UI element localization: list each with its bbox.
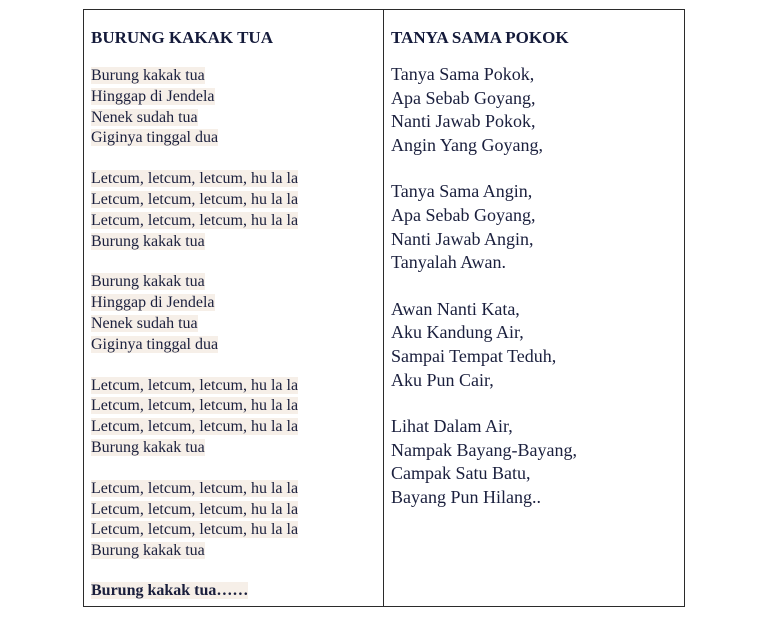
lyric-line: Burung kakak tua xyxy=(91,438,205,456)
lyric-line: Aku Pun Cair, xyxy=(391,369,494,390)
lyric-line: Letcum, letcum, letcum, hu la la xyxy=(91,190,299,208)
lyric-line: Nenek sudah tua xyxy=(91,108,198,126)
lyrics-table xyxy=(83,9,685,607)
lyric-line: Burung kakak tua xyxy=(91,542,205,560)
lyric-line: Letcum, letcum, letcum, hu la la xyxy=(91,521,299,539)
lyric-line: Angin Yang Goyang, xyxy=(391,134,544,155)
lyric-line: Bayang Pun Hilang.. xyxy=(391,486,541,507)
lyric-line: Letcum, letcum, letcum, hu la la xyxy=(91,479,299,497)
left-song-title: BURUNG KAKAK TUA xyxy=(91,28,273,47)
lyric-line: Letcum, letcum, letcum, hu la la xyxy=(91,170,299,188)
lyric-line: Apa Sebab Goyang, xyxy=(391,204,536,225)
lyric-line: Nanti Jawab Pokok, xyxy=(391,111,536,132)
right-stanza-1 xyxy=(391,63,684,157)
left-final-line: Burung kakak tua…… xyxy=(91,581,249,599)
lyric-line: Aku Kandung Air, xyxy=(391,322,524,343)
right-stanza-3 xyxy=(391,298,684,392)
right-stanza-2 xyxy=(391,180,684,274)
right-song-title: TANYA SAMA POKOK xyxy=(391,28,569,47)
left-stanza-4 xyxy=(91,376,383,459)
lyric-line: Giginya tinggal dua xyxy=(91,129,219,147)
left-column-burung-kakak-tua xyxy=(84,10,384,606)
lyric-line: Burung kakak tua xyxy=(91,232,205,250)
left-stanza-5 xyxy=(91,479,383,562)
right-stanza-4 xyxy=(391,415,684,509)
lyric-line: Burung kakak tua xyxy=(91,273,205,291)
lyric-line: Hinggap di Jendela xyxy=(91,87,215,105)
left-stanza-3 xyxy=(91,272,383,355)
lyric-line: Tanya Sama Pokok, xyxy=(391,64,535,84)
lyric-line: Campak Satu Batu, xyxy=(391,463,531,484)
lyric-line: Hinggap di Jendela xyxy=(91,294,215,312)
lyric-line: Nampak Bayang-Bayang, xyxy=(391,439,577,460)
lyric-line: Burung kakak tua xyxy=(91,67,205,84)
lyric-line: Letcum, letcum, letcum, hu la la xyxy=(91,376,299,394)
lyric-line: Nanti Jawab Angin, xyxy=(391,228,534,249)
lyric-line: Tanya Sama Angin, xyxy=(391,181,533,202)
lyric-line: Nenek sudah tua xyxy=(91,314,198,332)
lyric-line: Lihat Dalam Air, xyxy=(391,416,513,437)
lyric-line: Sampai Tempat Teduh, xyxy=(391,345,557,366)
lyric-line: Letcum, letcum, letcum, hu la la xyxy=(91,397,299,415)
lyric-line: Letcum, letcum, letcum, hu la la xyxy=(91,418,299,436)
left-stanza-2 xyxy=(91,169,383,252)
lyric-line: Awan Nanti Kata, xyxy=(391,298,520,319)
left-stanza-1 xyxy=(91,66,383,149)
lyric-line: Letcum, letcum, letcum, hu la la xyxy=(91,500,299,518)
right-column-tanya-sama-pokok xyxy=(384,10,684,606)
lyric-line: Giginya tinggal dua xyxy=(91,335,219,353)
lyric-line: Tanyalah Awan. xyxy=(391,252,507,273)
lyric-line: Letcum, letcum, letcum, hu la la xyxy=(91,211,299,229)
lyric-line: Apa Sebab Goyang, xyxy=(391,87,536,108)
